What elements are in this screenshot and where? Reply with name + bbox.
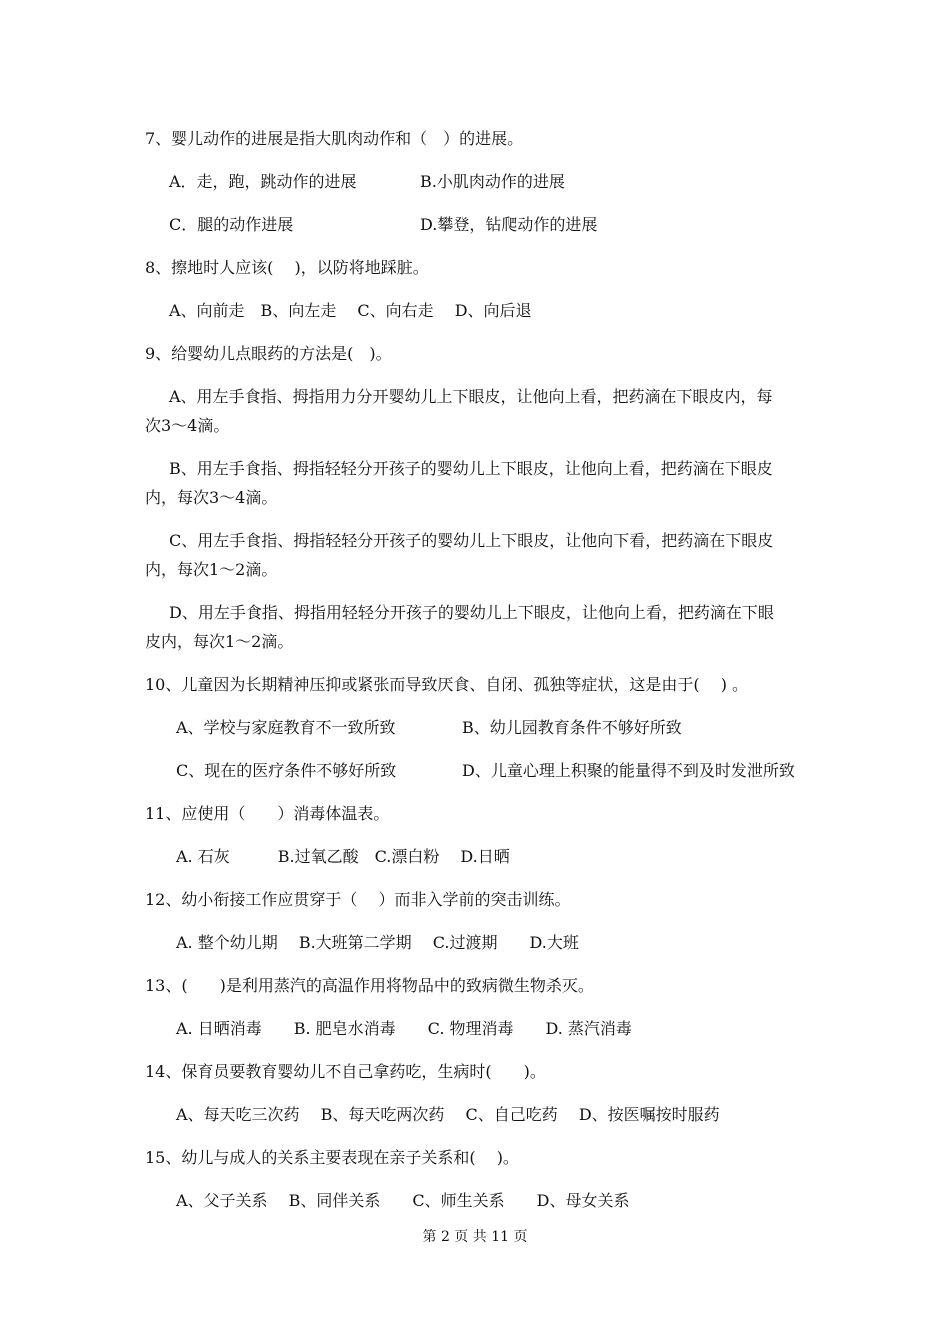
q9-option-a-line2: 次3～4滴。 bbox=[145, 416, 230, 435]
question-13: 13、( )是利用蒸汽的高温作用将物品中的致病微生物杀灭。 bbox=[145, 976, 594, 995]
q13-options: A. 日晒消毒 B. 肥皂水消毒 C. 物理消毒 D. 蒸汽消毒 bbox=[176, 1019, 632, 1038]
q10-option-a: A、学校与家庭教育不一致所致 bbox=[176, 718, 396, 737]
q8-options: A、向前走 B、向左走 C、向右走 D、向后退 bbox=[169, 301, 532, 320]
question-15: 15、幼儿与成人的关系主要表现在亲子关系和( )。 bbox=[145, 1148, 519, 1167]
q9-option-d-line1: D、用左手食指、拇指用轻轻分开孩子的婴幼儿上下眼皮，让他向上看，把药滴在下眼 bbox=[169, 603, 774, 622]
q9-option-b-line2: 内，每次3～4滴。 bbox=[145, 488, 278, 507]
question-10: 10、儿童因为长期精神压抑或紧张而导致厌食、自闭、孤独等症状，这是由于( ) 。 bbox=[145, 675, 749, 694]
q14-options: A、每天吃三次药 B、每天吃两次药 C、自己吃药 D、按医嘱按时服药 bbox=[176, 1105, 720, 1124]
question-8: 8、擦地时人应该( )，以防将地踩脏。 bbox=[145, 258, 429, 277]
q9-option-c-line1: C、用左手食指、拇指轻轻分开孩子的婴幼儿上下眼皮，让他向下看，把药滴在下眼皮 bbox=[169, 531, 774, 550]
page-number-footer: 第 2 页 共 11 页 bbox=[422, 1229, 528, 1245]
q7-option-a: A．走，跑，跳动作的进展 bbox=[169, 172, 357, 191]
q11-options: A. 石灰 B.过氧乙酸 C.漂白粉 D.日晒 bbox=[176, 847, 510, 866]
q9-option-b-line1: B、用左手食指、拇指轻轻分开孩子的婴幼儿上下眼皮，让他向上看，把药滴在下眼皮 bbox=[169, 459, 773, 478]
question-11: 11、应使用（ ）消毒体温表。 bbox=[145, 804, 390, 823]
question-7: 7、婴儿动作的进展是指大肌肉动作和（ ）的进展。 bbox=[145, 129, 524, 148]
q15-options: A、父子关系 B、同伴关系 C、师生关系 D、母女关系 bbox=[176, 1191, 630, 1210]
question-9: 9、给婴幼儿点眼药的方法是( )。 bbox=[145, 344, 392, 363]
question-12: 12、幼小衔接工作应贯穿于（ ）而非入学前的突击训练。 bbox=[145, 890, 571, 909]
q7-option-c: C．腿的动作进展 bbox=[169, 215, 294, 234]
q7-option-b: B.小肌肉动作的进展 bbox=[420, 172, 565, 191]
q10-option-d: D、儿童心理上积聚的能量得不到及时发泄所致 bbox=[462, 761, 795, 780]
q7-option-d: D.攀登，钻爬动作的进展 bbox=[420, 215, 598, 234]
q9-option-c-line2: 内，每次1～2滴。 bbox=[145, 560, 278, 579]
q9-option-d-line2: 皮内，每次1～2滴。 bbox=[145, 632, 294, 651]
q10-option-b: B、幼儿园教育条件不够好所致 bbox=[462, 718, 682, 737]
q9-option-a-line1: A、用左手食指、拇指用力分开婴幼儿上下眼皮，让他向上看，把药滴在下眼皮内，每 bbox=[169, 387, 773, 406]
q12-options: A. 整个幼儿期 B.大班第二学期 C.过渡期 D.大班 bbox=[176, 933, 579, 952]
q10-option-c: C、现在的医疗条件不够好所致 bbox=[176, 761, 397, 780]
question-14: 14、保育员要教育婴幼儿不自己拿药吃，生病时( )。 bbox=[145, 1062, 546, 1081]
